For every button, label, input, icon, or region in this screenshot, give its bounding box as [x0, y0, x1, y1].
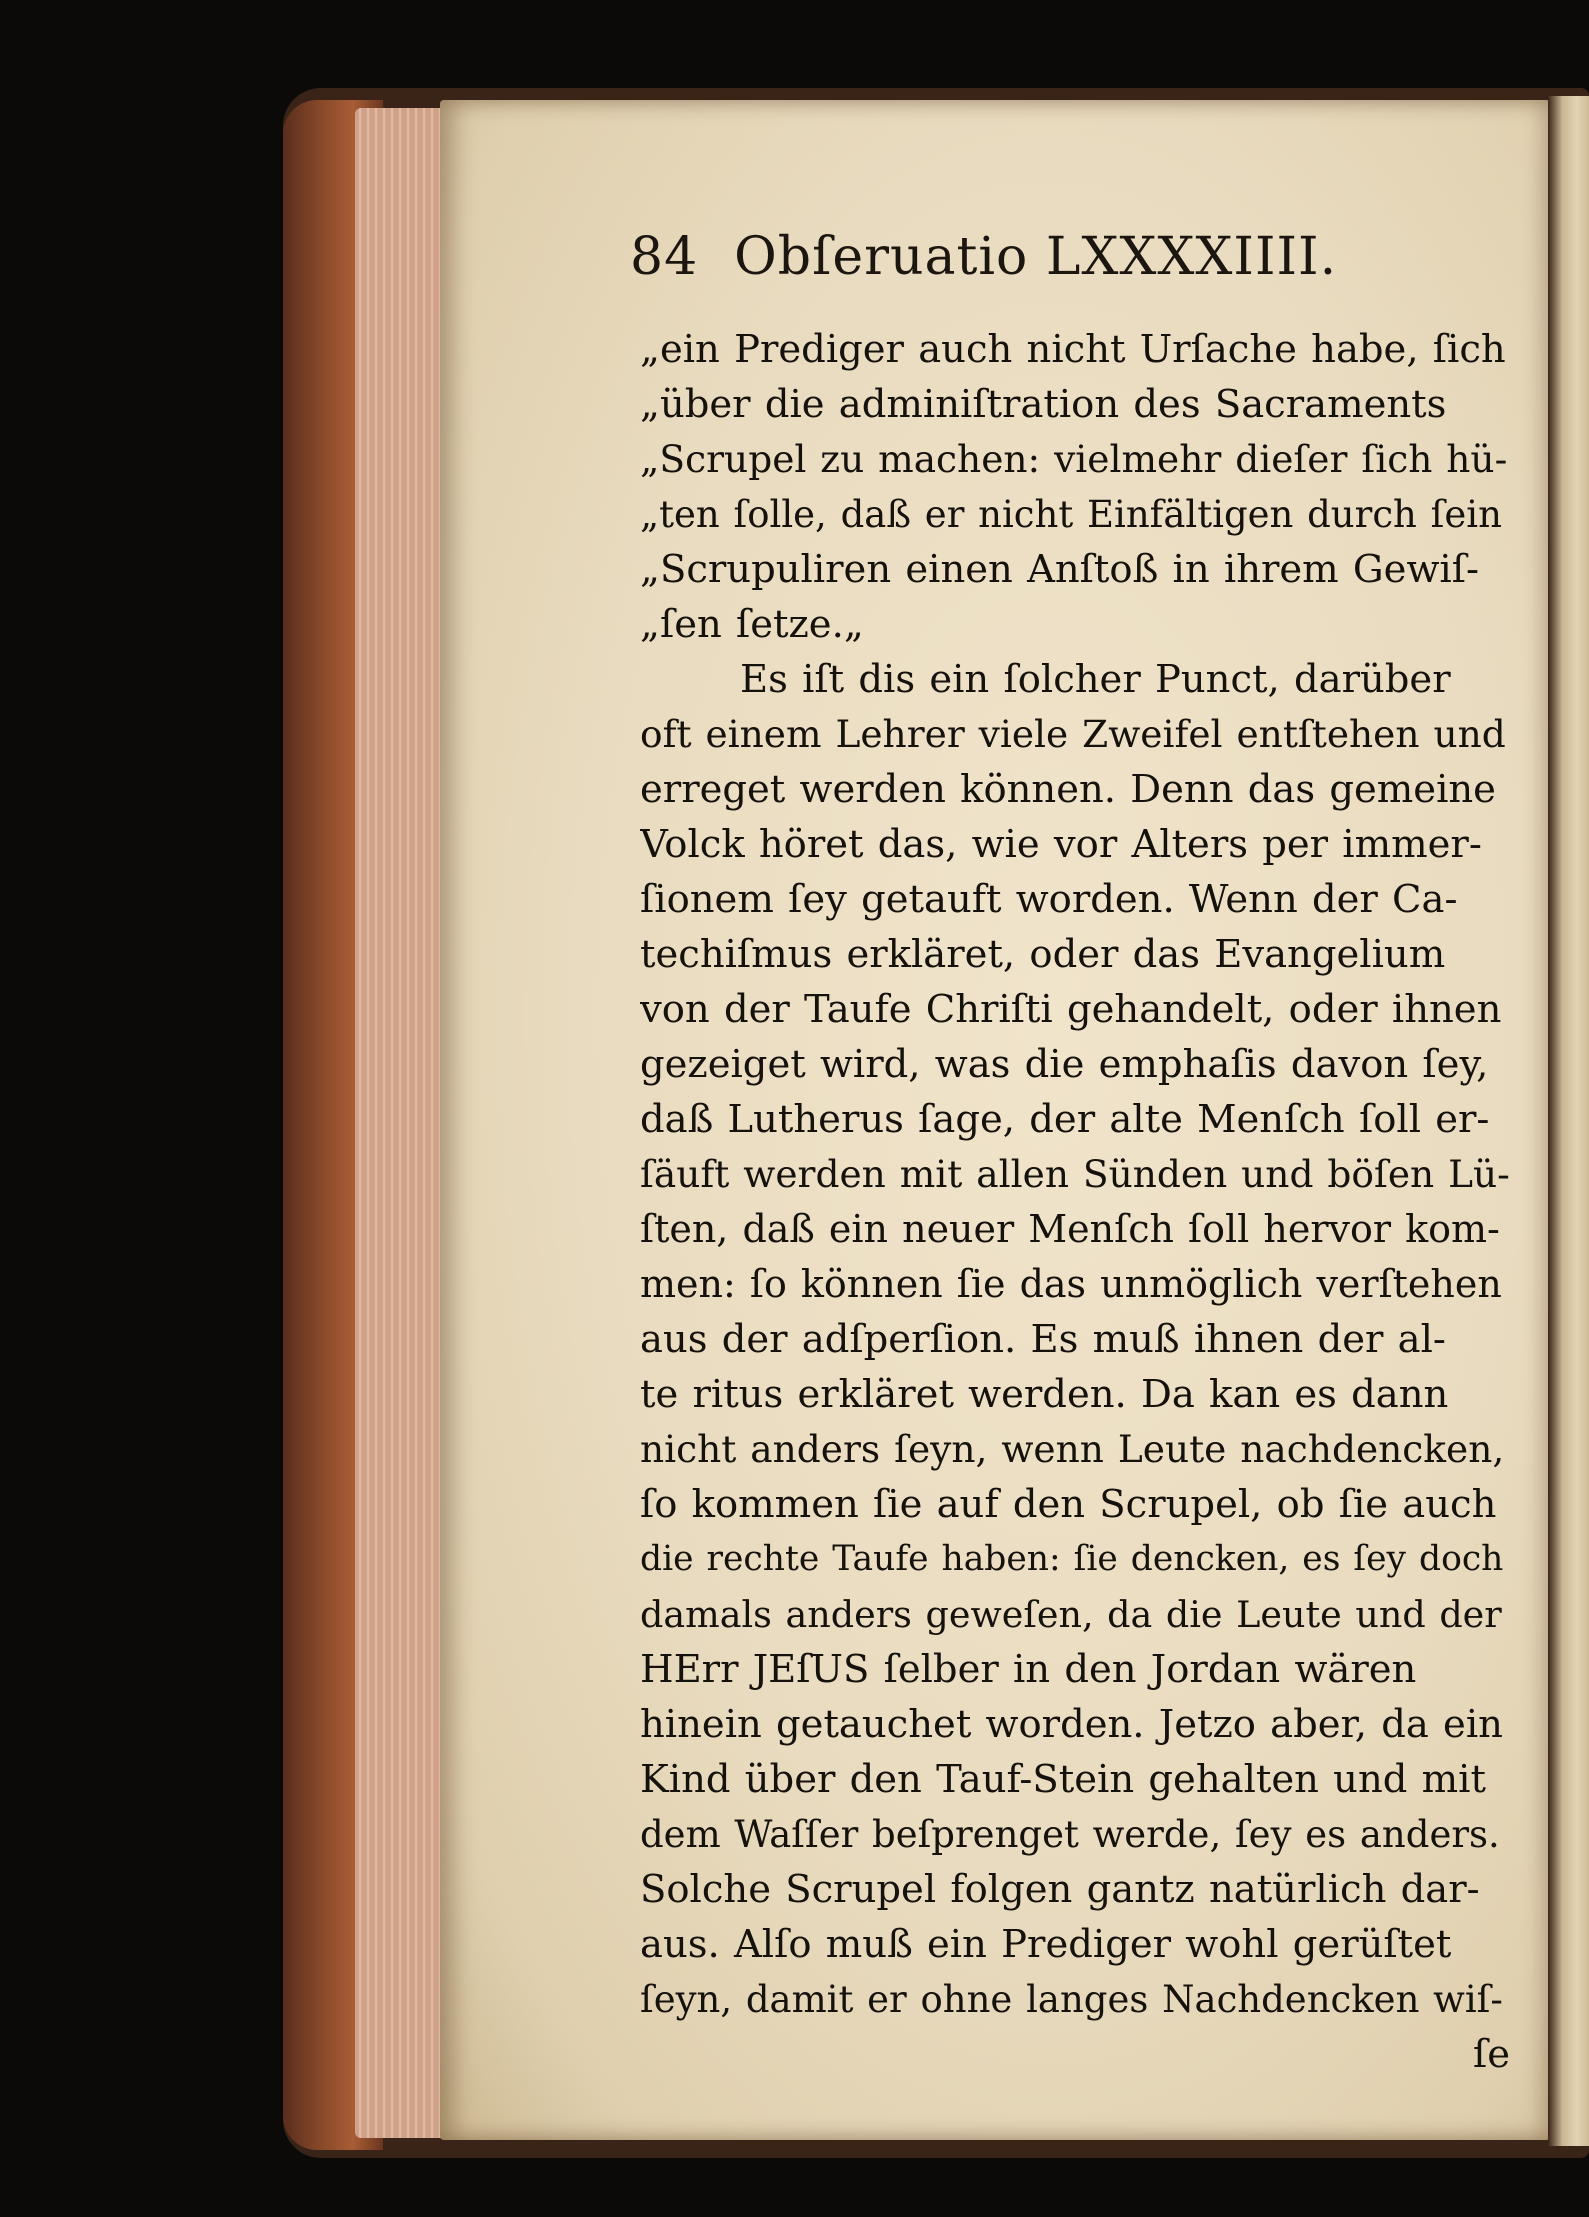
text-line: „ſen ſetze.„ [640, 602, 864, 647]
text-line: die rechte Taufe haben: ſie dencken, es ſey doch [640, 1539, 1504, 1579]
body-text [640, 322, 1510, 2082]
text-line: von der Taufe Chriſti gehandelt, oder ihnen [640, 987, 1502, 1032]
text-line: „über die adminiſtration des Sacraments [640, 382, 1447, 427]
text-line: aus der adſperſion. Es muß ihnen der al- [640, 1317, 1446, 1362]
facing-page-edge [1548, 96, 1589, 2146]
text-line: ſeyn, damit er ohne langes Nachdencken wiſ- [640, 1978, 1503, 2021]
text-line: te ritus erkläret werden. Da kan es dann [640, 1372, 1449, 1417]
text-line: „Scrupel zu machen: vielmehr dieſer ſich hü- [640, 437, 1508, 481]
running-title: Obſeruatio LXXXXIIII. [734, 227, 1338, 287]
text-line: erreget werden können. Denn das gemeine [640, 767, 1496, 812]
text-line: „Scrupuliren einen Anſtoß in ihrem Gewiſ- [640, 547, 1479, 592]
text-line: „ten ſolle, daß er nicht Einfältigen durch ſein [640, 493, 1502, 536]
text-line: ſäuft werden mit allen Sünden und böſen Lü- [640, 1152, 1510, 1196]
text-line: aus. Alſo muß ein Prediger wohl gerüſtet [640, 1922, 1452, 1967]
text-line: hinein getauchet worden. Jetzo aber, da ein [640, 1702, 1503, 1747]
paragraph-first-line: Es iſt dis ein ſolcher Punct, darüber [740, 657, 1451, 702]
text-line: dem Waſſer beſprenget werde, ſey es anders. [640, 1813, 1500, 1856]
text-line: Kind über den Tauf-Stein gehalten und mit [640, 1757, 1486, 1802]
text-line: „ein Prediger auch nicht Urſache habe, ſich [640, 327, 1506, 372]
text-line: HErr JEſUS ſelber in den Jordan wären [640, 1647, 1417, 1692]
text-line: ſten, daß ein neuer Menſch ſoll hervor kom- [640, 1207, 1500, 1251]
catchword-line [640, 2027, 1510, 2082]
running-header [630, 222, 1390, 292]
text-line: oft einem Lehrer viele Zweifel entſtehen und [640, 712, 1506, 756]
text-line: Solche Scrupel folgen gantz natürlich dar- [640, 1867, 1480, 1912]
text-line: techiſmus erkläret, oder das Evangelium [640, 932, 1446, 977]
text-line: men: ſo können ſie das unmöglich verſtehen [640, 1262, 1502, 1306]
text-line: ſionem ſey getauft worden. Wenn der Ca- [640, 877, 1458, 922]
page-number: 84 [630, 227, 699, 287]
text-line: ſo kommen ſie auf den Scrupel, ob ſie auch [640, 1482, 1497, 1527]
text-line: Volck höret das, wie vor Alters per immer- [640, 822, 1482, 867]
catchword: ſe [1472, 2032, 1510, 2077]
text-line: daß Lutherus ſage, der alte Menſch ſoll er- [640, 1097, 1490, 1142]
text-line: nicht anders ſeyn, wenn Leute nachdencken, [640, 1427, 1505, 1471]
text-line: gezeiget wird, was die emphaſis davon ſey, [640, 1042, 1489, 1087]
text-line: damals anders geweſen, da die Leute und der [640, 1593, 1502, 1636]
